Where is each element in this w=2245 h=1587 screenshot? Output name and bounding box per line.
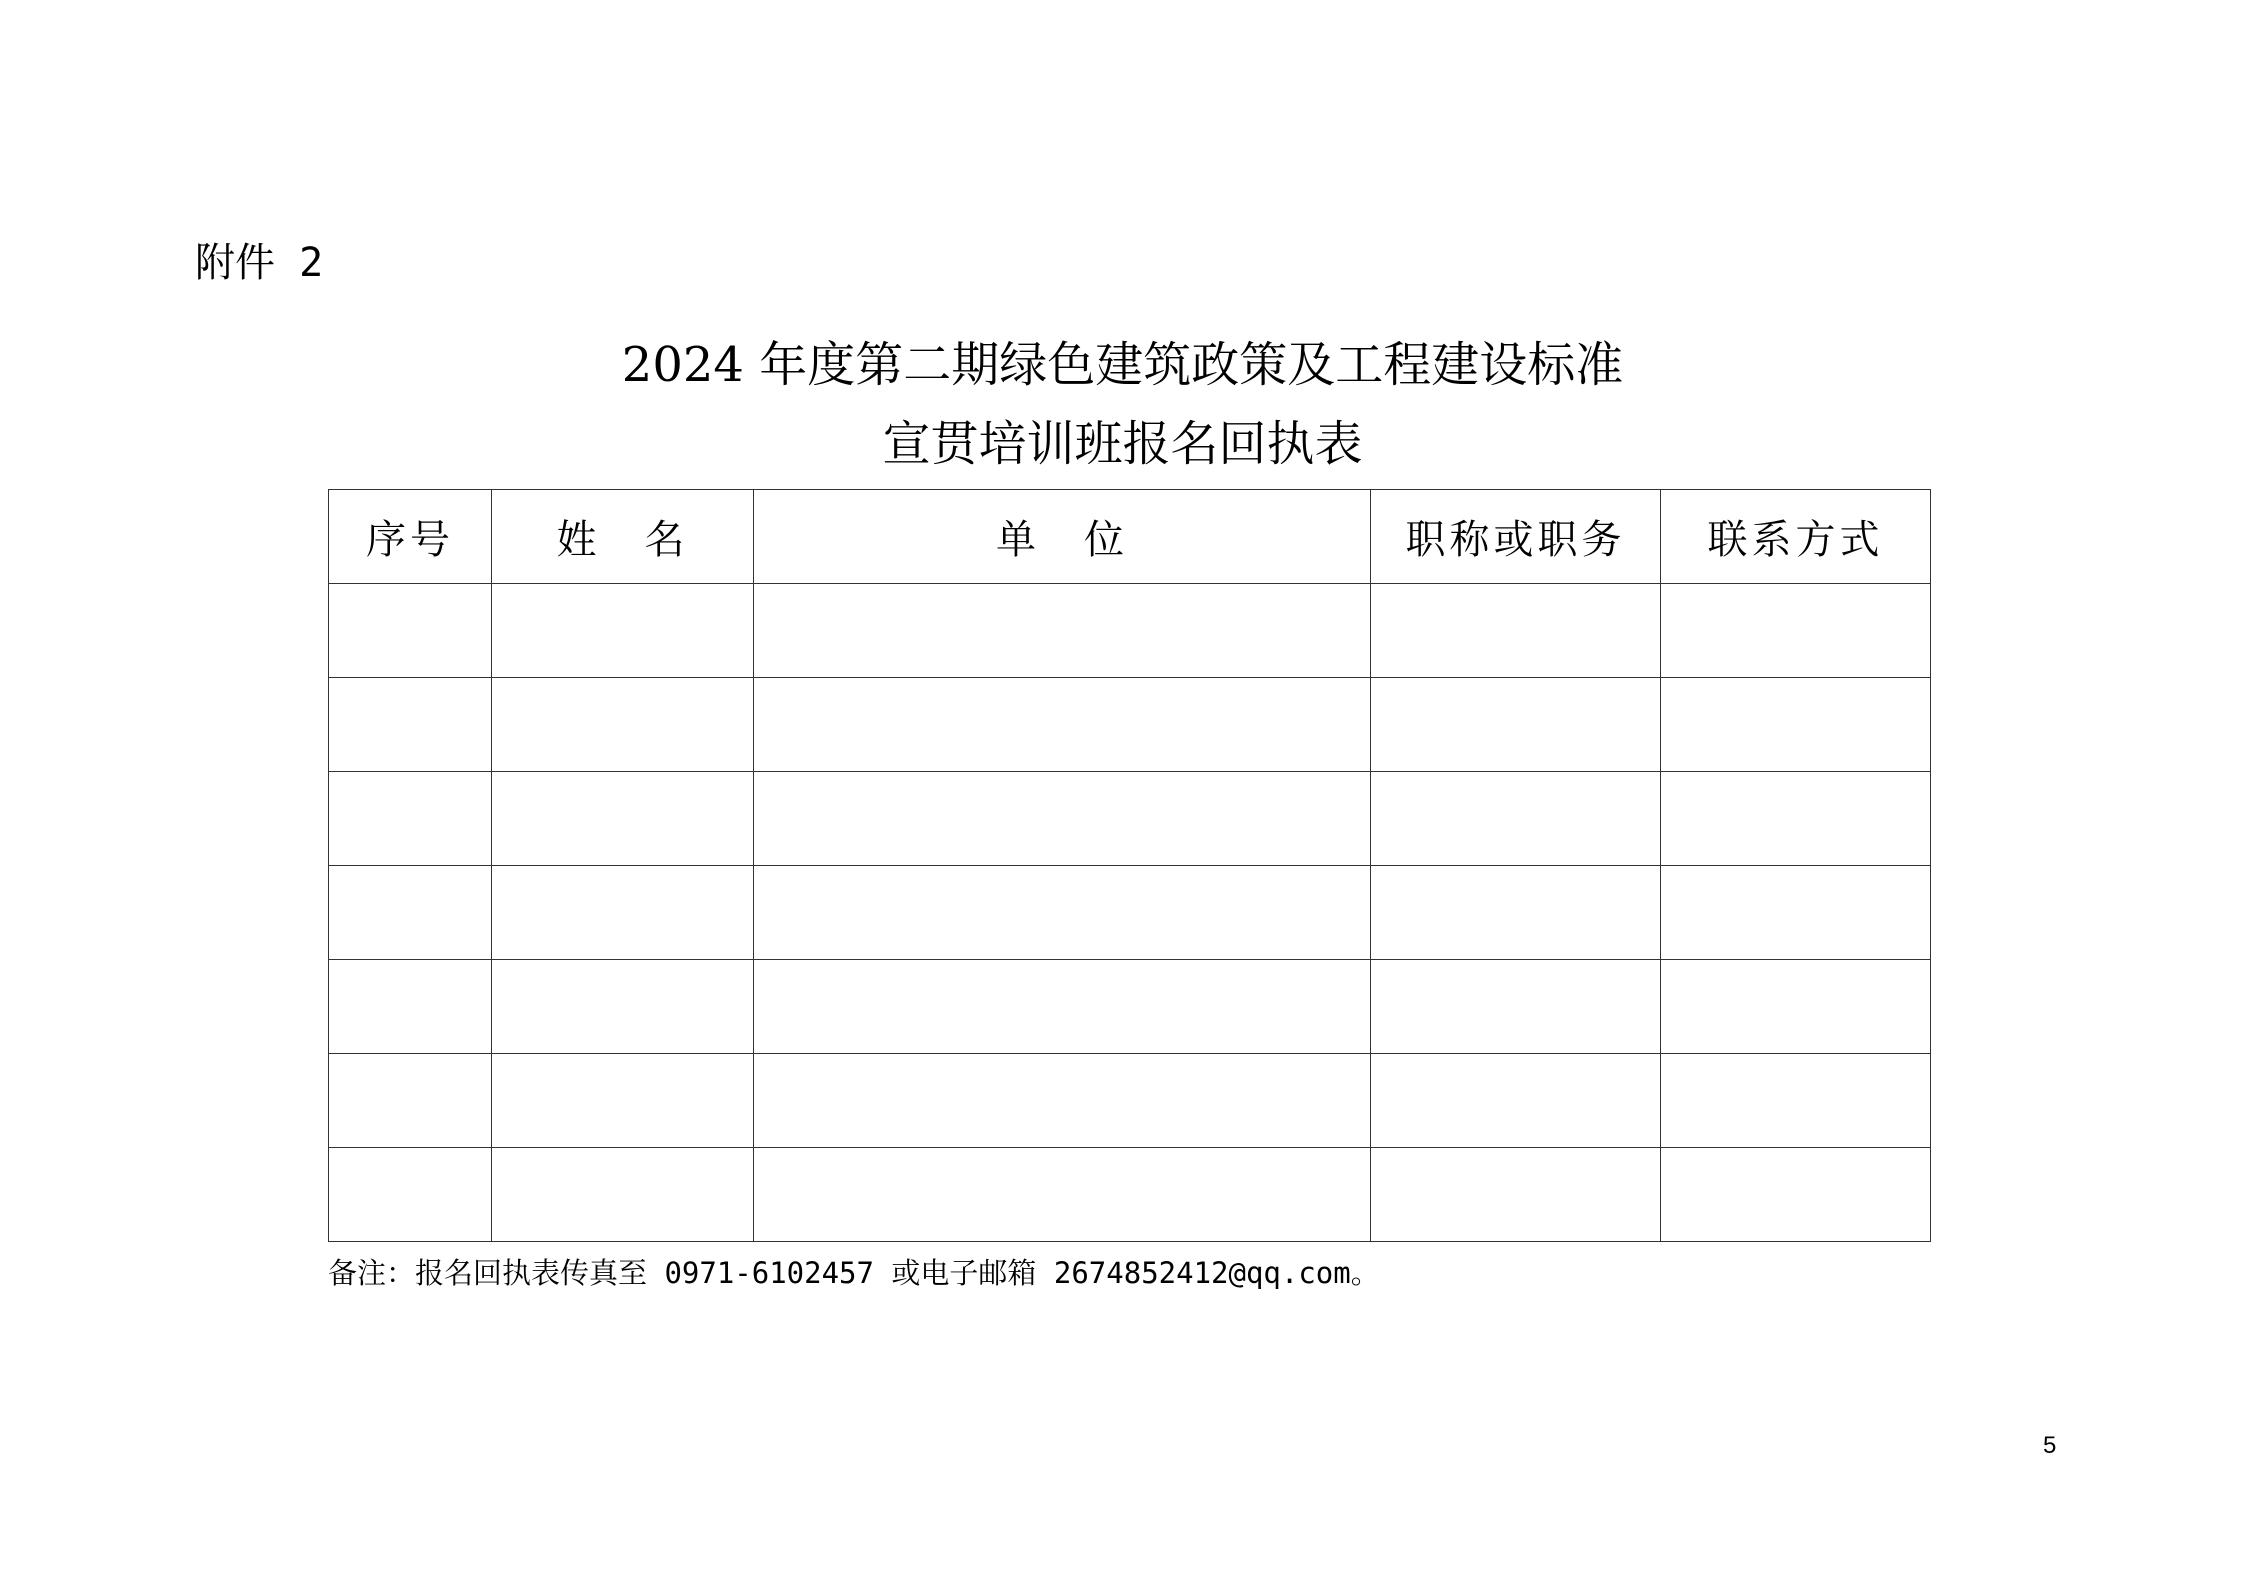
table-cell[interactable] — [754, 678, 1371, 772]
table-cell[interactable] — [1371, 772, 1661, 866]
header-contact: 联系方式 — [1661, 490, 1931, 584]
table-cell[interactable] — [754, 1148, 1371, 1242]
table-cell[interactable] — [329, 1054, 492, 1148]
table-cell[interactable] — [329, 584, 492, 678]
table-cell[interactable] — [1661, 866, 1931, 960]
footnote-remark: 备注：报名回执表传真至 0971-6102457 或电子邮箱 2674852412@qq.com。 — [328, 1256, 1380, 1290]
header-name: 姓 名 — [492, 490, 754, 584]
page-title-line-1: 2024 年度第二期绿色建筑政策及工程建设标准 — [621, 337, 1624, 393]
table-cell[interactable] — [754, 772, 1371, 866]
table-row — [329, 1148, 1931, 1242]
header-organization: 单 位 — [754, 490, 1371, 584]
header-title-or-position: 职称或职务 — [1371, 490, 1661, 584]
table-cell[interactable] — [1661, 584, 1931, 678]
attachment-label: 附件 2 — [195, 240, 324, 286]
table-row — [329, 960, 1931, 1054]
table-row — [329, 1054, 1931, 1148]
table-cell[interactable] — [754, 584, 1371, 678]
table-cell[interactable] — [329, 1148, 492, 1242]
table-cell[interactable] — [329, 772, 492, 866]
table-cell[interactable] — [492, 678, 754, 772]
registration-table — [328, 489, 1931, 1242]
table-row — [329, 678, 1931, 772]
table-cell[interactable] — [492, 584, 754, 678]
table-cell[interactable] — [1371, 1054, 1661, 1148]
table-row — [329, 866, 1931, 960]
table-cell[interactable] — [1371, 584, 1661, 678]
table-cell[interactable] — [1371, 678, 1661, 772]
table-row — [329, 772, 1931, 866]
table-cell[interactable] — [1661, 678, 1931, 772]
page-title-line-2: 宣贯培训班报名回执表 — [882, 416, 1363, 472]
table-row — [329, 584, 1931, 678]
table-cell[interactable] — [1661, 1054, 1931, 1148]
table-cell[interactable] — [1371, 960, 1661, 1054]
table-cell[interactable] — [754, 866, 1371, 960]
table-cell[interactable] — [492, 1148, 754, 1242]
table-cell[interactable] — [1661, 1148, 1931, 1242]
table-cell[interactable] — [1371, 866, 1661, 960]
table-cell[interactable] — [1661, 960, 1931, 1054]
table-cell[interactable] — [1371, 1148, 1661, 1242]
header-serial-number: 序号 — [329, 490, 492, 584]
table-cell[interactable] — [492, 1054, 754, 1148]
table-cell[interactable] — [329, 960, 492, 1054]
table-cell[interactable] — [329, 678, 492, 772]
table-cell[interactable] — [492, 960, 754, 1054]
table-cell[interactable] — [492, 772, 754, 866]
table-cell[interactable] — [754, 1054, 1371, 1148]
table-header-row — [329, 490, 1931, 584]
table-cell[interactable] — [754, 960, 1371, 1054]
table-cell[interactable] — [492, 866, 754, 960]
page-number: 5 — [2043, 1432, 2057, 1459]
table-cell[interactable] — [329, 866, 492, 960]
table-cell[interactable] — [1661, 772, 1931, 866]
